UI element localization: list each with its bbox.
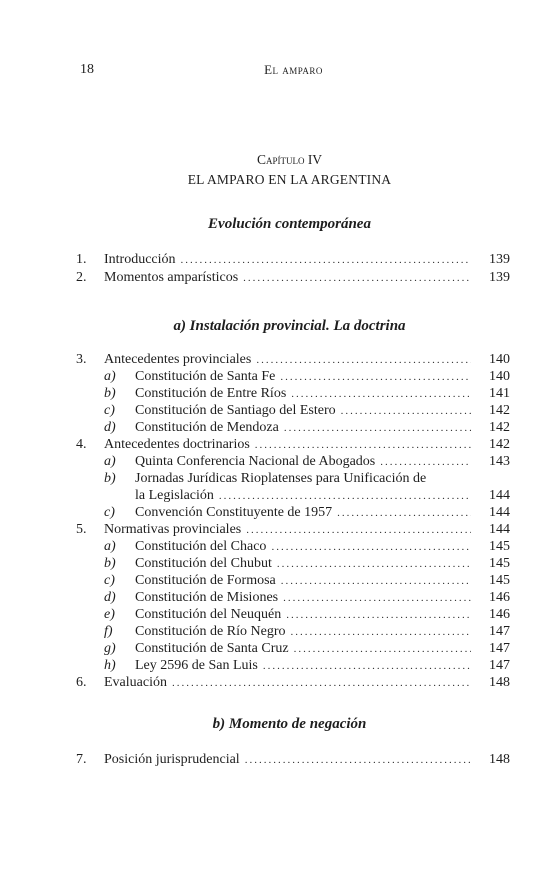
- toc-page: 144: [489, 522, 510, 537]
- toc-letter: d): [104, 420, 116, 435]
- toc-entry: [76, 436, 510, 453]
- toc-page: 139: [489, 252, 510, 267]
- toc-letter: c): [104, 573, 115, 588]
- toc-number: 7.: [76, 752, 87, 767]
- toc-entry: [76, 674, 510, 691]
- dot-leader: [280, 369, 471, 386]
- dot-leader: [291, 624, 472, 641]
- toc-subentry: [76, 470, 510, 487]
- toc-subentry: [76, 504, 510, 521]
- dot-leader: [245, 752, 471, 769]
- toc-subentry: [76, 555, 510, 572]
- toc-title: Quinta Conferencia Nacional de Abogados: [135, 454, 376, 469]
- toc-subentry-continuation: [76, 487, 510, 504]
- toc-title: Evaluación: [104, 675, 167, 690]
- toc-number: 6.: [76, 675, 87, 690]
- toc-page: 146: [489, 590, 510, 605]
- toc-letter: b): [104, 556, 116, 571]
- toc-title: Constitución de Río Negro: [135, 624, 286, 639]
- toc-subentry: [76, 657, 510, 674]
- toc-title: Introducción: [104, 252, 176, 267]
- toc-title: Antecedentes provinciales: [104, 352, 252, 367]
- toc-title: Constitución de Misiones: [135, 590, 279, 605]
- toc-title: Jornadas Jurídicas Rioplatenses para Unificación de: [135, 471, 427, 486]
- toc-page: 147: [489, 658, 510, 673]
- section-heading-evolucion: Evolución contemporánea: [208, 216, 371, 232]
- toc-title: Constitución de Formosa: [135, 573, 276, 588]
- dot-leader: [337, 505, 471, 522]
- toc-subentry: [76, 589, 510, 606]
- toc-subentry: [76, 419, 510, 436]
- toc-subentry: [76, 368, 510, 385]
- toc-letter: b): [104, 386, 116, 401]
- toc-letter: f): [104, 624, 113, 639]
- toc-entry: [76, 269, 510, 286]
- toc-page: 143: [489, 454, 510, 469]
- toc-page: 148: [489, 675, 510, 690]
- dot-leader: [286, 607, 471, 624]
- toc-page: 145: [489, 556, 510, 571]
- toc-title: Posición jurisprudencial: [104, 752, 240, 767]
- toc-letter: e): [104, 607, 115, 622]
- dot-leader: [243, 270, 471, 287]
- toc-letter: c): [104, 403, 115, 418]
- toc-page: 142: [489, 437, 510, 452]
- toc-number: 2.: [76, 270, 87, 285]
- toc-letter: a): [104, 539, 116, 554]
- toc-page: 148: [489, 752, 510, 767]
- toc-letter: a): [104, 369, 116, 384]
- toc-subentry: [76, 453, 510, 470]
- dot-leader: [181, 252, 471, 269]
- toc-letter: h): [104, 658, 116, 673]
- toc-number: 4.: [76, 437, 87, 452]
- toc-title: Constitución de Santiago del Estero: [135, 403, 336, 418]
- dot-leader: [255, 437, 471, 454]
- toc-title: Constitución de Mendoza: [135, 420, 279, 435]
- dot-leader: [263, 658, 471, 675]
- toc-number: 5.: [76, 522, 87, 537]
- toc-subentry: [76, 640, 510, 657]
- toc-page: 141: [489, 386, 510, 401]
- toc-title: Antecedentes doctrinarios: [104, 437, 250, 452]
- toc-subentry: [76, 538, 510, 555]
- dot-leader: [291, 386, 471, 403]
- toc-letter: b): [104, 471, 116, 486]
- toc-page: 144: [489, 488, 510, 503]
- chapter-label: Capítulo IV: [256, 152, 323, 167]
- toc-title: Normativas provinciales: [104, 522, 242, 537]
- dot-leader: [380, 454, 471, 471]
- dot-leader: [284, 420, 471, 437]
- toc-page: 140: [489, 369, 510, 384]
- toc-letter: a): [104, 454, 116, 469]
- toc-subentry: [76, 402, 510, 419]
- toc-page: 147: [489, 641, 510, 656]
- section-heading-negacion: b) Momento de negación: [212, 716, 367, 732]
- toc-letter: g): [104, 641, 116, 656]
- toc-letter: d): [104, 590, 116, 605]
- toc-title: Convención Constituyente de 1957: [135, 505, 333, 520]
- toc-page: 147: [489, 624, 510, 639]
- toc-title: Constitución de Santa Cruz: [135, 641, 289, 656]
- toc-number: 1.: [76, 252, 87, 267]
- running-head: El amparo: [264, 62, 323, 77]
- toc-entry: [76, 351, 510, 368]
- dot-leader: [219, 488, 471, 505]
- toc-entry: [76, 251, 510, 268]
- toc-number: 3.: [76, 352, 87, 367]
- toc-page: 140: [489, 352, 510, 367]
- toc-page: 142: [489, 420, 510, 435]
- dot-leader: [277, 556, 471, 573]
- toc-title: Ley 2596 de San Luis: [135, 658, 258, 673]
- toc-entry: [76, 521, 510, 538]
- chapter-title: EL AMPARO EN LA ARGENTINA: [187, 172, 392, 187]
- toc-letter: c): [104, 505, 115, 520]
- toc-subentry: [76, 572, 510, 589]
- toc-title: Constitución del Chaco: [135, 539, 267, 554]
- dot-leader: [246, 522, 471, 539]
- toc-title-continued: la Legislación: [135, 488, 214, 503]
- toc-subentry: [76, 623, 510, 640]
- dot-leader: [256, 352, 471, 369]
- toc-title: Constitución del Chubut: [135, 556, 272, 571]
- toc-title: Constitución de Santa Fe: [135, 369, 276, 384]
- toc-title: Constitución de Entre Ríos: [135, 386, 287, 401]
- toc-page: 146: [489, 607, 510, 622]
- section-heading-instalacion: a) Instalación provincial. La doctrina: [173, 318, 406, 334]
- toc-subentry: [76, 606, 510, 623]
- dot-leader: [294, 641, 471, 658]
- dot-leader: [283, 590, 471, 607]
- toc-entry: [76, 751, 510, 768]
- toc-subentry: [76, 385, 510, 402]
- toc-page: 139: [489, 270, 510, 285]
- toc-title: Momentos amparísticos: [104, 270, 239, 285]
- page-number: 18: [80, 62, 94, 77]
- dot-leader: [281, 573, 471, 590]
- dot-leader: [172, 675, 471, 692]
- dot-leader: [271, 539, 471, 556]
- toc-page: 145: [489, 539, 510, 554]
- toc-page: 145: [489, 573, 510, 588]
- dot-leader: [341, 403, 471, 420]
- toc-page: 144: [489, 505, 510, 520]
- toc-title: Constitución del Neuquén: [135, 607, 282, 622]
- toc-page: 142: [489, 403, 510, 418]
